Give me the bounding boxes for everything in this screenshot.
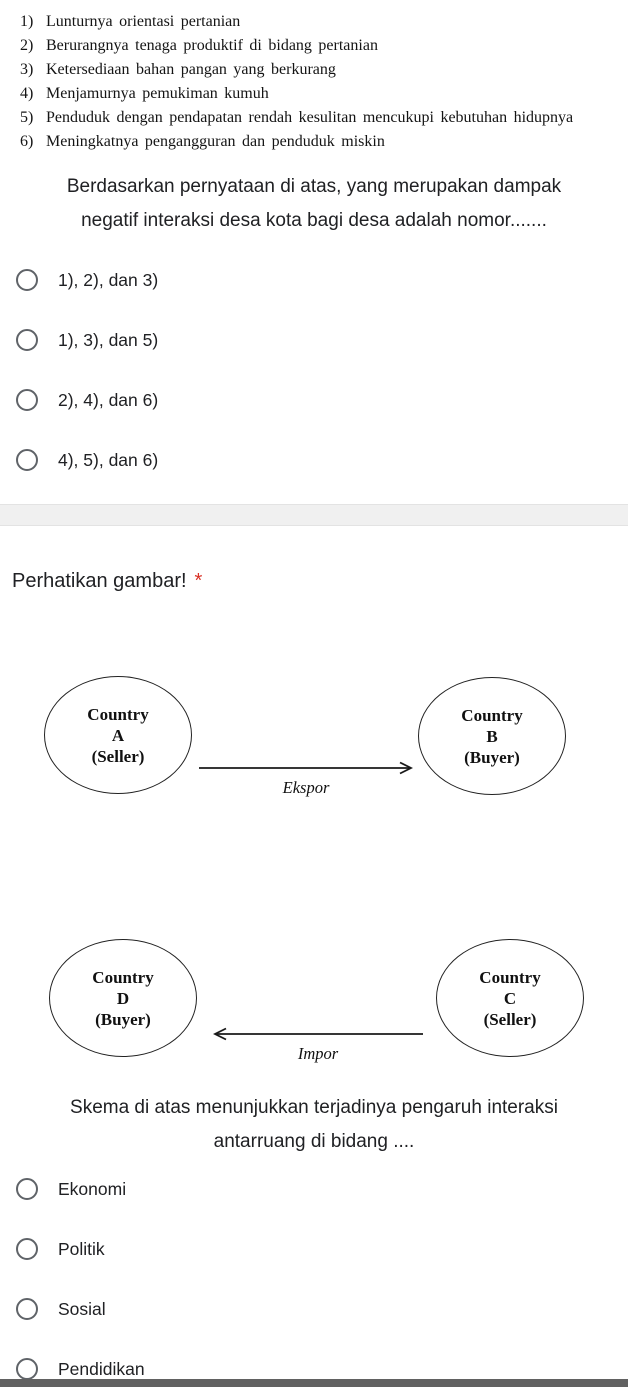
impor-arrow [213,1027,423,1064]
country-d-circle [49,939,197,1057]
country-c-line1: Country [479,967,541,987]
q1-option-4[interactable] [0,430,628,490]
radio-label: Pendidikan [58,1358,145,1379]
statement-number: 1) [20,13,34,30]
bottom-bar [0,1379,628,1387]
statement-item [20,130,614,154]
radio-label: 1), 3), dan 5) [58,329,159,350]
statement-text: Menjamurnya pemukiman kumuh [46,85,269,102]
q2-option-politik[interactable] [0,1219,628,1279]
statement-text: Ketersediaan bahan pangan yang berkurang [46,61,336,78]
ekspor-label: Ekspor [282,778,330,797]
arrow-left-icon [213,1027,423,1041]
q1-options [0,250,628,490]
radio-label: Ekonomi [58,1178,127,1199]
statement-number: 3) [20,61,34,78]
statement-item [20,34,614,58]
question-text: Berdasarkan pernyataan di atas, yang merupakan dampak negatif interaksi desa kota bagi desa adalah nomor....... [66,176,562,231]
statement-item [20,58,614,82]
country-c-circle [436,939,584,1057]
question-title-text: Perhatikan gambar! [12,570,187,592]
q2-option-pendidikan[interactable] [0,1339,628,1399]
q1-option-3[interactable] [0,370,628,430]
statement-number: 4) [20,85,34,102]
radio-button[interactable] [16,1178,38,1200]
impor-label: Impor [297,1044,339,1063]
statement-item [20,106,614,130]
statement-item [20,10,614,34]
statement-number: 6) [20,133,34,150]
question-2-card [0,570,628,1399]
radio-button[interactable] [16,329,38,351]
statement-text: Penduduk dengan pendapatan rendah kesulitan mencukupi kebutuhan hidupnya [46,109,574,126]
country-a-line2: A [111,725,125,745]
question-title [12,570,628,593]
radio-button[interactable] [16,1298,38,1320]
radio-label: Politik [58,1238,105,1259]
radio-button[interactable] [16,449,38,471]
ekspor-arrow [199,761,413,798]
question-text: Skema di atas menunjukkan terjadinya pengaruh interaksi antarruang di bidang .... [70,1097,558,1152]
country-d-line1: Country [92,967,154,987]
radio-button[interactable] [16,389,38,411]
statement-number: 2) [20,37,34,54]
q2-option-sosial[interactable] [0,1279,628,1339]
q1-option-2[interactable] [0,310,628,370]
radio-label: 4), 5), dan 6) [58,449,159,470]
radio-label: 1), 2), dan 3) [58,269,159,290]
country-b-line3: (Buyer) [464,747,520,767]
statements-list [0,0,628,154]
country-b-circle [418,677,566,795]
statement-number: 5) [20,109,34,126]
q2-options [0,1159,628,1399]
country-a-circle [44,676,192,794]
radio-label: Sosial [58,1298,106,1319]
country-a-line3: (Seller) [91,746,145,766]
q2-option-ekonomi[interactable] [0,1159,628,1219]
radio-button[interactable] [16,269,38,291]
statement-item [20,82,614,106]
statement-text: Meningkatnya pengangguran dan penduduk miskin [46,133,385,150]
required-asterisk: * [194,570,203,592]
radio-label: 2), 4), dan 6) [58,389,159,410]
statement-text: Berurangnya tenaga produktif di bidang pertanian [46,37,378,54]
radio-button[interactable] [16,1358,38,1380]
arrow-right-icon [199,761,413,775]
country-a-line1: Country [87,704,149,724]
section-divider [0,504,628,526]
radio-button[interactable] [16,1238,38,1260]
country-b-line2: B [486,726,498,746]
question-1-card [0,0,628,490]
country-d-line2: D [116,988,130,1008]
country-d-line3: (Buyer) [95,1009,151,1029]
q1-option-1[interactable] [0,250,628,310]
country-b-line1: Country [461,705,523,725]
country-c-line3: (Seller) [483,1009,537,1029]
trade-diagram-image [0,651,628,1091]
country-c-line2: C [503,988,517,1008]
statement-text: Lunturnya orientasi pertanian [46,13,241,30]
